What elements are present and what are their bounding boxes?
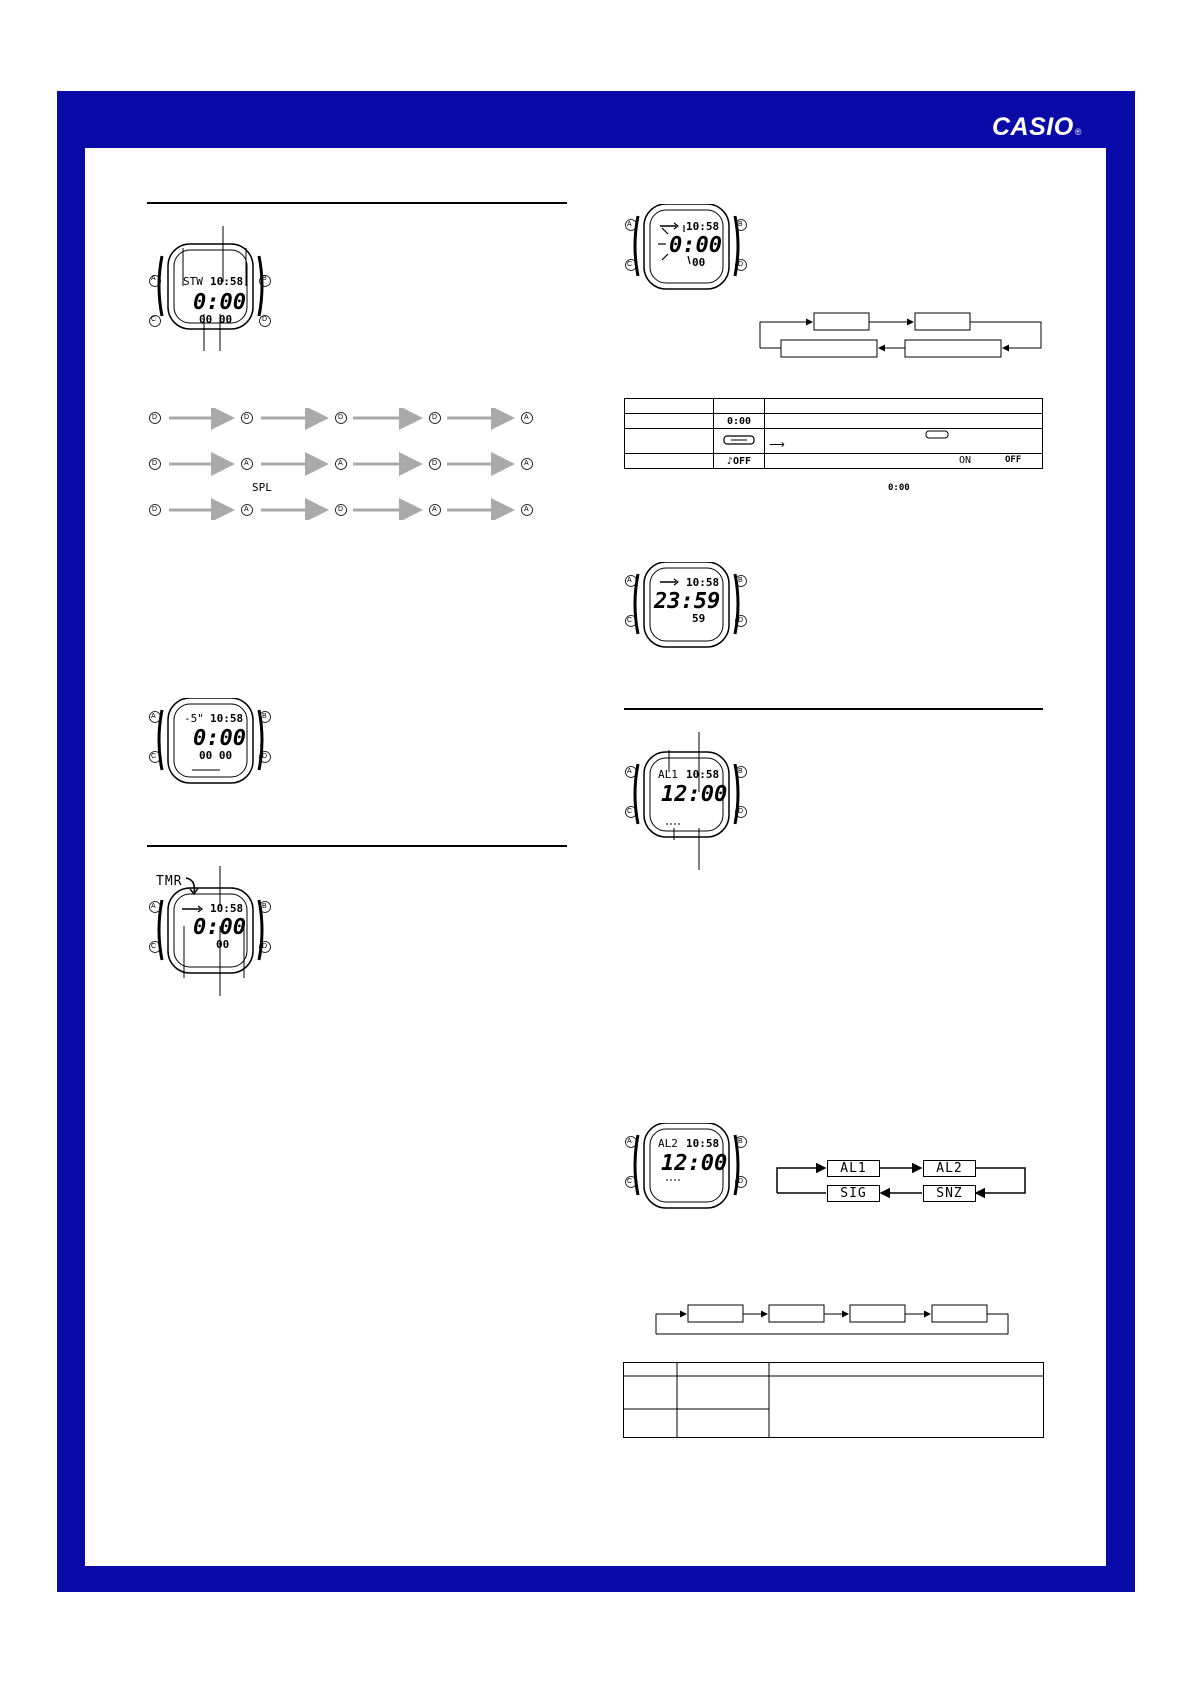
button-b-label: B	[262, 713, 267, 720]
alarm-mode-al1: AL1	[827, 1160, 880, 1177]
button-a-label: A	[627, 1138, 632, 1145]
button-d-label: D	[262, 753, 268, 760]
on-indicator: ON	[959, 455, 972, 466]
button-c-label: C	[627, 1178, 633, 1185]
time-icon: 0:00	[726, 415, 752, 427]
button-a-label: A	[627, 577, 632, 584]
button-a-label: A	[151, 275, 156, 282]
seq-btn: A	[524, 506, 529, 513]
stw-time-text: 10:58	[210, 275, 244, 288]
button-b-label: B	[738, 577, 743, 584]
button-c-label: C	[627, 808, 633, 815]
al2-main-digits: 12:00	[661, 1151, 728, 1176]
countdown-sub-digits: 00 00	[199, 749, 233, 762]
split-indicator: SPL	[252, 481, 272, 494]
section-divider	[147, 845, 567, 847]
seq-btn: A	[244, 460, 249, 467]
seq-btn: A	[432, 506, 437, 513]
off-indicator: OFF	[1005, 455, 1022, 465]
timer-run-time-text: 10:58	[686, 576, 720, 589]
button-b-label: B	[262, 903, 267, 910]
button-a-label: A	[627, 768, 632, 775]
al1-mode-text: AL1	[658, 768, 678, 781]
seq-btn: D	[152, 460, 158, 467]
timer-set-main-digits: 0:00	[669, 233, 722, 258]
button-b-label: B	[738, 1138, 743, 1145]
button-d-label: D	[262, 316, 268, 323]
alarm-off-icon: ♪OFF	[726, 455, 752, 467]
al2-mode-text: AL2	[658, 1137, 678, 1150]
timer-callout-label: TMR	[156, 874, 183, 889]
seq-btn: A	[524, 460, 529, 467]
table-cell	[714, 454, 765, 469]
alarm-mode-al2: AL2	[923, 1160, 976, 1177]
table-cell	[625, 429, 714, 454]
al2-time-text: 10:58	[686, 1137, 720, 1150]
table-cell	[765, 429, 1043, 454]
stw-main-digits: 0:00	[193, 290, 246, 315]
timer-run-sub-digits: 59	[692, 612, 706, 625]
timer-run-main-digits: 23:59	[654, 589, 721, 614]
countdown-main-digits: 0:00	[193, 726, 246, 751]
button-d-label: D	[738, 808, 744, 815]
table-cell	[625, 399, 714, 414]
button-d-label: D	[738, 1178, 744, 1185]
watch-diagram-stopwatch	[148, 226, 273, 351]
button-b-label: B	[262, 275, 267, 282]
alarm-cycle-arrows	[775, 1159, 1027, 1199]
seq-btn: D	[432, 414, 438, 421]
section-divider	[147, 202, 567, 204]
seq-btn: D	[338, 414, 344, 421]
casio-logo	[992, 113, 1081, 142]
button-c-label: C	[627, 261, 633, 268]
button-c-label: C	[151, 753, 157, 760]
al1-time-text: 10:58	[686, 768, 720, 781]
button-a-label: A	[151, 713, 156, 720]
seq-btn: D	[432, 460, 438, 467]
button-d-label: D	[738, 617, 744, 624]
registered-mark: ®	[1074, 127, 1082, 137]
countdown-time-text: 10:58	[210, 712, 244, 725]
countdown-mode-text: -5"	[184, 712, 204, 725]
logo-text: CASIO	[992, 113, 1074, 141]
setting-cycle-diagram	[758, 310, 1043, 360]
button-b-label: B	[738, 221, 743, 228]
table-cell	[625, 454, 714, 469]
time-icon-note: 0:00	[888, 483, 910, 493]
seq-btn: A	[244, 506, 249, 513]
table-row	[625, 414, 1043, 429]
page-content-area	[85, 148, 1106, 1566]
table-row	[625, 454, 1043, 469]
table-cell	[714, 429, 765, 454]
button-a-label: A	[151, 903, 156, 910]
table-cell	[625, 414, 714, 429]
alarm-mode-sig: SIG	[827, 1185, 880, 1202]
seq-btn: D	[152, 506, 158, 513]
table-cell	[765, 414, 1043, 429]
section-divider	[624, 708, 1043, 710]
table-row	[625, 429, 1043, 454]
seq-btn: A	[524, 414, 529, 421]
button-d-label: D	[262, 943, 268, 950]
seq-btn: A	[338, 460, 343, 467]
timer-set-sub-digits: 00	[692, 256, 706, 269]
table-row	[625, 399, 1043, 414]
auto-repeat-icon	[925, 430, 949, 439]
timer-sub-digits: 00	[216, 938, 230, 951]
stw-mode-text: STW	[183, 275, 203, 288]
button-d-label: D	[738, 261, 744, 268]
button-c-label: C	[151, 316, 157, 323]
seq-btn: D	[338, 506, 344, 513]
seq-btn: D	[152, 414, 158, 421]
timer-time-text: 10:58	[210, 902, 244, 915]
stw-sub-digits: 00 00	[199, 313, 233, 326]
auto-repeat-icon	[723, 435, 755, 445]
button-b-label: B	[738, 768, 743, 775]
alarm-mode-snz: SNZ	[923, 1185, 976, 1202]
al1-main-digits: 12:00	[661, 782, 728, 807]
timer-set-time-text: 10:58	[686, 220, 720, 233]
alarm-setting-cycle	[654, 1302, 1010, 1336]
button-c-label: C	[627, 617, 633, 624]
seq-btn: D	[244, 414, 250, 421]
button-a-label: A	[627, 221, 632, 228]
timer-main-digits: 0:00	[193, 915, 246, 940]
alarm-table	[623, 1362, 1044, 1438]
button-c-label: C	[151, 943, 157, 950]
settings-table	[624, 398, 1043, 469]
arrow-icon: ⟶	[769, 439, 785, 451]
table-cell	[765, 399, 1043, 414]
table-cell	[714, 399, 765, 414]
table-cell	[765, 454, 1043, 469]
table-cell	[714, 414, 765, 429]
